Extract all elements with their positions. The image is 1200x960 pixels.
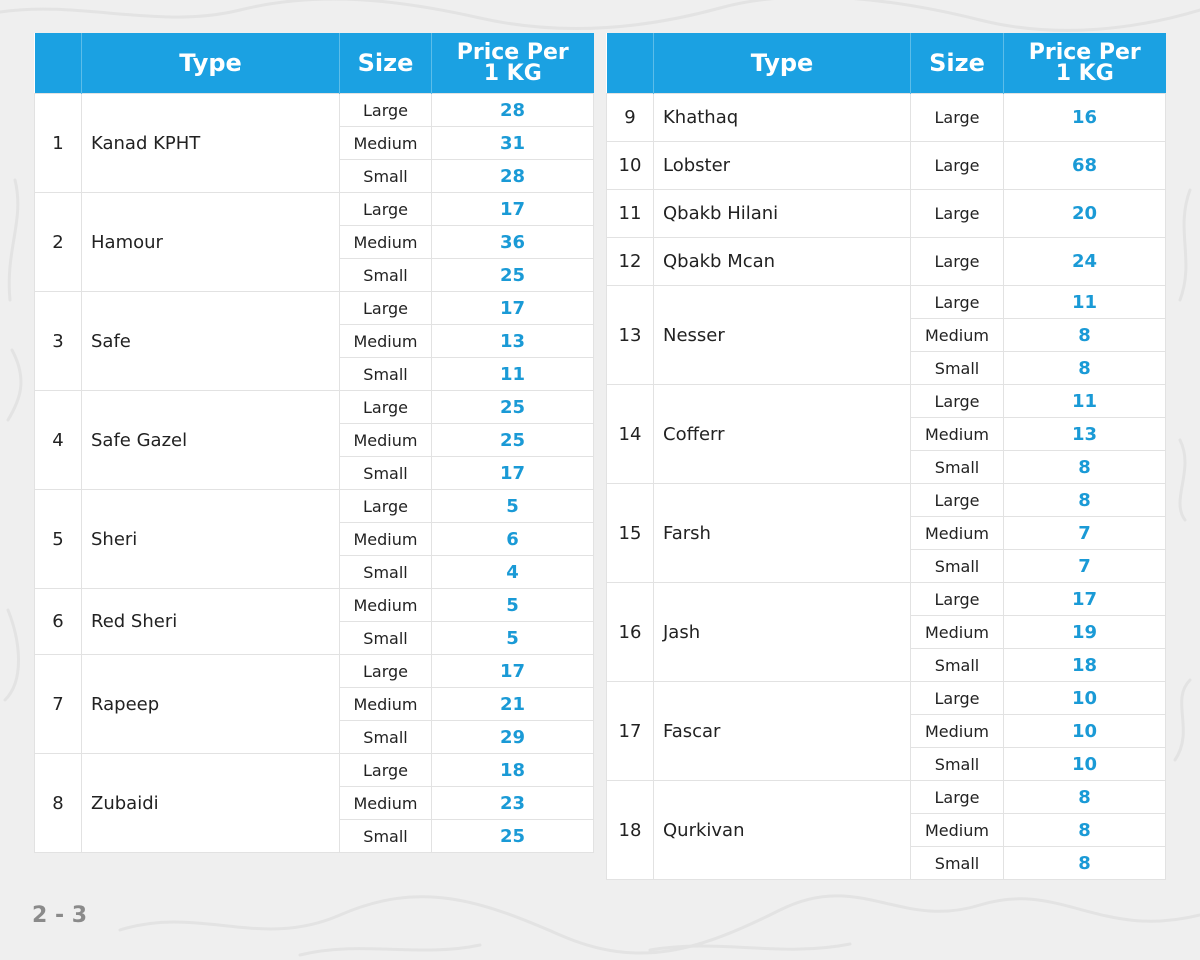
price-cell: 28 — [432, 94, 594, 127]
row-number: 17 — [607, 682, 654, 781]
price-cell: 25 — [432, 820, 594, 853]
price-cell: 17 — [432, 457, 594, 490]
row-number: 3 — [35, 292, 82, 391]
price-cell: 17 — [432, 292, 594, 325]
row-number: 12 — [607, 238, 654, 286]
row-number: 16 — [607, 583, 654, 682]
table-row — [35, 94, 594, 127]
price-cell: 8 — [1004, 484, 1166, 517]
row-number: 14 — [607, 385, 654, 484]
price-cell: 7 — [1004, 517, 1166, 550]
price-cell: 8 — [1004, 814, 1166, 847]
price-cell: 28 — [432, 160, 594, 193]
fish-type: Nesser — [654, 286, 911, 385]
size-cell: Small — [340, 457, 432, 490]
size-cell: Medium — [911, 814, 1004, 847]
table-row — [35, 589, 594, 622]
price-cell: 25 — [432, 424, 594, 457]
row-number: 2 — [35, 193, 82, 292]
row-number: 15 — [607, 484, 654, 583]
size-cell: Small — [911, 352, 1004, 385]
fish-type: Safe Gazel — [82, 391, 340, 490]
price-cell: 24 — [1004, 238, 1166, 286]
fish-type: Jash — [654, 583, 911, 682]
table-header — [35, 33, 594, 94]
price-cell: 18 — [432, 754, 594, 787]
size-cell: Large — [340, 292, 432, 325]
price-cell: 8 — [1004, 781, 1166, 814]
size-cell: Medium — [911, 517, 1004, 550]
price-cell: 17 — [432, 655, 594, 688]
price-cell: 25 — [432, 391, 594, 424]
price-cell: 5 — [432, 622, 594, 655]
fish-type: Rapeep — [82, 655, 340, 754]
price-table-left — [34, 33, 594, 853]
size-cell: Medium — [340, 226, 432, 259]
price-cell: 36 — [432, 226, 594, 259]
table-row — [607, 781, 1166, 814]
fish-type: Lobster — [654, 142, 911, 190]
table-row — [607, 385, 1166, 418]
price-cell: 11 — [1004, 286, 1166, 319]
price-cell: 31 — [432, 127, 594, 160]
price-cell: 20 — [1004, 190, 1166, 238]
price-cell: 11 — [432, 358, 594, 391]
size-cell: Small — [911, 550, 1004, 583]
size-cell: Large — [911, 238, 1004, 286]
price-cell: 18 — [1004, 649, 1166, 682]
size-cell: Small — [340, 259, 432, 292]
row-number: 13 — [607, 286, 654, 385]
price-cell: 19 — [1004, 616, 1166, 649]
table-row — [607, 484, 1166, 517]
price-cell: 21 — [432, 688, 594, 721]
fish-type: Safe — [82, 292, 340, 391]
header-price: Price Per 1 KG — [432, 33, 594, 94]
size-cell: Small — [340, 622, 432, 655]
table-row — [35, 490, 594, 523]
price-cell: 8 — [1004, 319, 1166, 352]
price-cell: 11 — [1004, 385, 1166, 418]
size-cell: Medium — [911, 418, 1004, 451]
fish-type: Qurkivan — [654, 781, 911, 880]
size-cell: Large — [911, 142, 1004, 190]
size-cell: Large — [911, 583, 1004, 616]
size-cell: Medium — [340, 589, 432, 622]
size-cell: Small — [340, 358, 432, 391]
size-cell: Small — [911, 847, 1004, 880]
fish-type: Fascar — [654, 682, 911, 781]
price-cell: 5 — [432, 589, 594, 622]
size-cell: Small — [340, 556, 432, 589]
price-cell: 6 — [432, 523, 594, 556]
size-cell: Medium — [340, 424, 432, 457]
header-number — [607, 33, 654, 94]
price-cell: 4 — [432, 556, 594, 589]
table-row — [607, 94, 1166, 142]
price-cell: 17 — [1004, 583, 1166, 616]
row-number: 18 — [607, 781, 654, 880]
size-cell: Small — [340, 721, 432, 754]
row-number: 7 — [35, 655, 82, 754]
header-number — [35, 33, 82, 94]
row-number: 6 — [35, 589, 82, 655]
table-row — [607, 142, 1166, 190]
table-row — [35, 391, 594, 424]
price-cell: 17 — [432, 193, 594, 226]
table-row — [35, 754, 594, 787]
row-number: 4 — [35, 391, 82, 490]
row-number: 11 — [607, 190, 654, 238]
size-cell: Medium — [340, 523, 432, 556]
row-number: 8 — [35, 754, 82, 853]
fish-type: Khathaq — [654, 94, 911, 142]
table-header — [607, 33, 1166, 94]
header-price: Price Per 1 KG — [1004, 33, 1166, 94]
price-cell: 10 — [1004, 715, 1166, 748]
size-cell: Large — [911, 286, 1004, 319]
price-cell: 8 — [1004, 847, 1166, 880]
price-cell: 13 — [1004, 418, 1166, 451]
price-cell: 29 — [432, 721, 594, 754]
table-row — [607, 682, 1166, 715]
fish-type: Kanad KPHT — [82, 94, 340, 193]
size-cell: Large — [911, 682, 1004, 715]
price-cell: 10 — [1004, 748, 1166, 781]
size-cell: Medium — [911, 715, 1004, 748]
size-cell: Small — [911, 451, 1004, 484]
size-cell: Medium — [911, 319, 1004, 352]
header-size: Size — [911, 33, 1004, 94]
size-cell: Medium — [911, 616, 1004, 649]
price-cell: 23 — [432, 787, 594, 820]
price-cell: 7 — [1004, 550, 1166, 583]
fish-type: Sheri — [82, 490, 340, 589]
fish-type: Red Sheri — [82, 589, 340, 655]
size-cell: Medium — [340, 127, 432, 160]
size-cell: Large — [340, 754, 432, 787]
row-number: 1 — [35, 94, 82, 193]
size-cell: Medium — [340, 688, 432, 721]
size-cell: Large — [911, 190, 1004, 238]
price-cell: 8 — [1004, 352, 1166, 385]
price-cell: 68 — [1004, 142, 1166, 190]
fish-type: Hamour — [82, 193, 340, 292]
size-cell: Large — [340, 193, 432, 226]
table-row — [35, 655, 594, 688]
price-cell: 5 — [432, 490, 594, 523]
page-number: 2 - 3 — [32, 903, 88, 928]
table-row — [35, 193, 594, 226]
fish-type: Qbakb Mcan — [654, 238, 911, 286]
fish-type: Zubaidi — [82, 754, 340, 853]
size-cell: Large — [911, 484, 1004, 517]
row-number: 9 — [607, 94, 654, 142]
table-row — [35, 292, 594, 325]
fish-type: Qbakb Hilani — [654, 190, 911, 238]
size-cell: Large — [911, 385, 1004, 418]
price-table-right — [606, 33, 1166, 880]
size-cell: Large — [340, 391, 432, 424]
size-cell: Large — [340, 655, 432, 688]
size-cell: Small — [911, 748, 1004, 781]
fish-type: Farsh — [654, 484, 911, 583]
price-cell: 13 — [432, 325, 594, 358]
price-cell: 8 — [1004, 451, 1166, 484]
table-row — [607, 286, 1166, 319]
size-cell: Large — [911, 781, 1004, 814]
size-cell: Large — [911, 94, 1004, 142]
size-cell: Small — [340, 160, 432, 193]
fish-type: Cofferr — [654, 385, 911, 484]
row-number: 10 — [607, 142, 654, 190]
size-cell: Medium — [340, 787, 432, 820]
price-cell: 16 — [1004, 94, 1166, 142]
size-cell: Medium — [340, 325, 432, 358]
table-row — [607, 190, 1166, 238]
header-type: Type — [82, 33, 340, 94]
header-type: Type — [654, 33, 911, 94]
price-cell: 25 — [432, 259, 594, 292]
header-size: Size — [340, 33, 432, 94]
row-number: 5 — [35, 490, 82, 589]
size-cell: Small — [340, 820, 432, 853]
table-row — [607, 238, 1166, 286]
size-cell: Large — [340, 94, 432, 127]
size-cell: Large — [340, 490, 432, 523]
price-cell: 10 — [1004, 682, 1166, 715]
table-row — [607, 583, 1166, 616]
size-cell: Small — [911, 649, 1004, 682]
